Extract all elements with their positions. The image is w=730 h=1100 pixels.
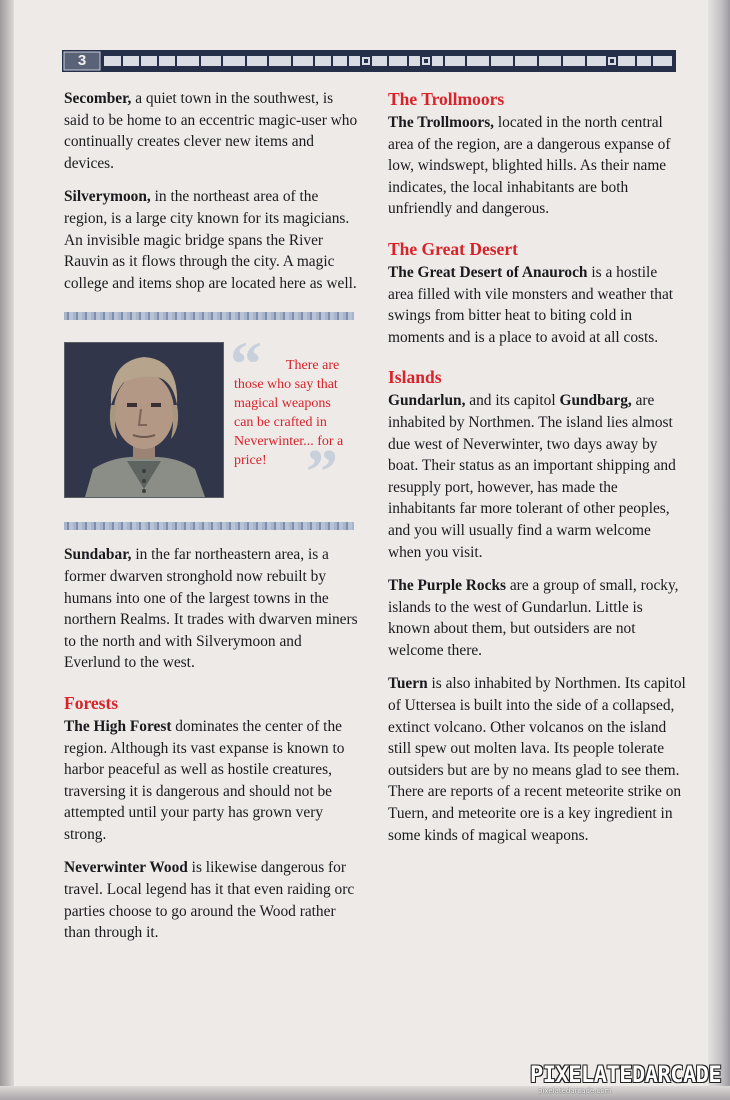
pull-quote-sidebar [64, 312, 354, 530]
silverymoon-name: Silverymoon, [64, 188, 151, 206]
gundarlun-name: Gundarlun, [388, 392, 466, 410]
left-column [64, 88, 360, 956]
neverwinter-wood-name: Neverwinter Wood [64, 859, 188, 877]
sundabar-text: in the far northeastern area, is a former dwarven stronghold now rebuilt by humans into one of the largest towns in the northern Realms. It trades with dwarven miners to the north and with Silverymoon and Everlund to the west. [64, 546, 358, 672]
gundbarg-name: Gundbarg, [559, 392, 632, 410]
header-bar [62, 50, 676, 72]
tuern-paragraph [388, 673, 686, 846]
sundabar-name: Sundabar, [64, 546, 132, 564]
right-column [388, 88, 686, 858]
forests-heading: Forests [64, 692, 119, 713]
neverwinter-wood-text: is likewise dangerous for travel. Local legend has it that even raiding orc parties choose to go around the Wood rather than through it. [64, 859, 355, 942]
high-forest-text: dominates the center of the region. Although its vast expanse is known to harbor peaceful as well as hostile creatures, traversing it is dangerous and should not be attempted until your party has grown very strong. [64, 717, 345, 843]
trollmoors-text: located in the north central area of the region, are a dangerous expanse of low, windswept, blighted hills. As their name indicates, the local inhabitants are both unfriendly and dangerous. [388, 114, 671, 218]
open-quote-mark: “ [230, 328, 262, 400]
sundabar-paragraph [64, 544, 360, 674]
secomber-text: a quiet town in the southwest, is said to be home to an eccentric magic-user who continually creates clever new items and devices. [64, 90, 358, 172]
great-desert-name: The Great Desert of Anauroch [388, 263, 588, 281]
sidebar-bottom-rule [64, 522, 354, 530]
purple-rocks-name: The Purple Rocks [388, 577, 506, 595]
header-bar-graphic [62, 50, 676, 72]
neverwinter-wood-paragraph [64, 857, 360, 943]
great-desert-heading: The Great Desert [388, 238, 518, 259]
tuern-text: is also inhabited by Northmen. Its capitol of Uttersea is built into the side of a collapsed, extinct volcano. Other volcanos on the island still spew out molten lava. Its people tolerate outsiders but are by no means glad to see them. There are reports of a recent meteorite strike on Tuern, and meteorite ore is a key ingredient in some kinds of magical weapons. [388, 675, 686, 844]
great-desert-paragraph [388, 262, 686, 348]
secomber-paragraph [64, 88, 360, 174]
trollmoors-name: The Trollmoors, [388, 114, 495, 131]
high-forest-name: The High Forest [64, 717, 172, 735]
pull-quote-text: There are those who say that magical weapons can be crafted in Neverwinter... for a price! [234, 358, 344, 469]
tuern-name: Tuern [388, 675, 428, 693]
watermark-logo: PIXELATEDARCADE [530, 1063, 722, 1088]
character-portrait [64, 342, 224, 498]
silverymoon-paragraph [64, 186, 360, 294]
page-spine-shadow [0, 0, 14, 1100]
close-quote-mark: ” [306, 436, 338, 508]
sidebar-top-rule [64, 312, 354, 320]
trollmoors-paragraph [388, 112, 686, 220]
trollmoors-heading: The Trollmoors [388, 89, 505, 109]
secomber-name: Secomber, [64, 90, 132, 107]
purple-rocks-text: are a group of small, rocky, islands to the west of Gundarlun. Little is known about them, but outsiders are not welcome there. [388, 577, 679, 659]
gundarlun-text-a: and its capitol [465, 392, 560, 410]
purple-rocks-paragraph [388, 575, 686, 661]
great-desert-text: is a hostile area filled with vile monsters and weather that swings from bitter heat to biting cold in moments and is a place to avoid at all costs. [388, 263, 674, 346]
islands-heading: Islands [388, 367, 442, 388]
watermark-url: pixelatedarcade.com [538, 1087, 612, 1095]
silverymoon-text: in the northeast area of the region, is a large city known for its magicians. An invisible magic bridge spans the River Rauvin as it flows through the city. A magic college and items shop are located here as well. [64, 188, 357, 292]
gundarlun-paragraph [388, 390, 686, 563]
next-page-edge [708, 0, 730, 1100]
page-bottom-edge [0, 1086, 730, 1100]
page-number: 3 [77, 52, 87, 69]
high-forest-paragraph [64, 716, 360, 846]
gundarlun-text-b: are inhabited by Northmen. The island lies almost due west of Neverwinter, two days away by boat. Their status as an important shipping and resupply port, however, has made the inhabitants far more tolerant of other peoples, and you will usually find a warm welcome when you visit. [388, 392, 676, 561]
